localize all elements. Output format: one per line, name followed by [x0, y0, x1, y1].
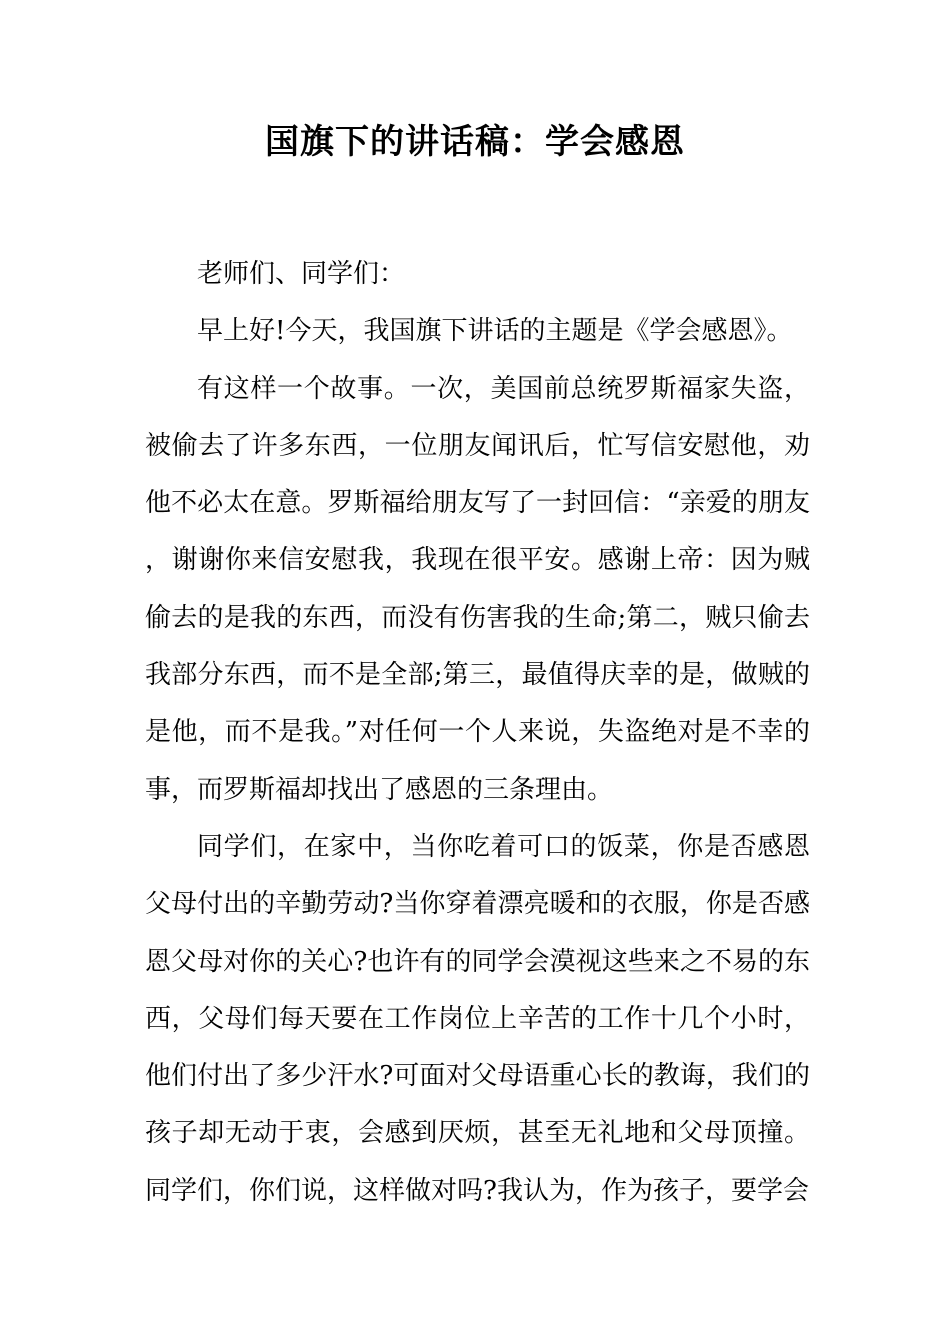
- paragraph-greeting: 老师们、同学们：: [197, 259, 406, 289]
- paragraph-story: 有这样一个故事。一次，美国前总统罗斯福家失盗，被偷去了许多东西，一位朋友闻讯后，忙写信安慰他，劝他不必太在意。罗斯福给朋友写了一封回信：“亲爱的朋友，谢谢你来信安慰我，我现在很平安。感谢上帝：因为贼偷去的是我的东西，而没有伤害我的生命;第二，贼只偷去我部分东西，而不是全部;第三，最值得庆幸的是，做贼的是他，而不是我。”对任何一个人来说，失盗绝对是不幸的事，而罗斯福却找出了感恩的三条理由。: [145, 373, 810, 805]
- document-body: [145, 246, 810, 1220]
- paragraph-parents: 同学们，在家中，当你吃着可口的饭菜，你是否感恩父母付出的辛勤劳动?当你穿着漂亮暖和的衣服，你是否感恩父母对你的关心?也许有的同学会漠视这些来之不易的东西，父母们每天要在工作岗位上辛苦的工作十几个小时，他们付出了多少汗水?可面对父母语重心长的教诲，我们的孩子却无动于衷，会感到厌烦，甚至无礼地和父母顶撞。同学们，你们说，这样做对吗?我认为，作为孩子，要学会: [145, 831, 810, 1206]
- paragraph-opening: 早上好!今天，我国旗下讲话的主题是《学会感恩》。: [197, 316, 793, 347]
- document-title: 国旗下的讲话稿：学会感恩: [265, 122, 685, 162]
